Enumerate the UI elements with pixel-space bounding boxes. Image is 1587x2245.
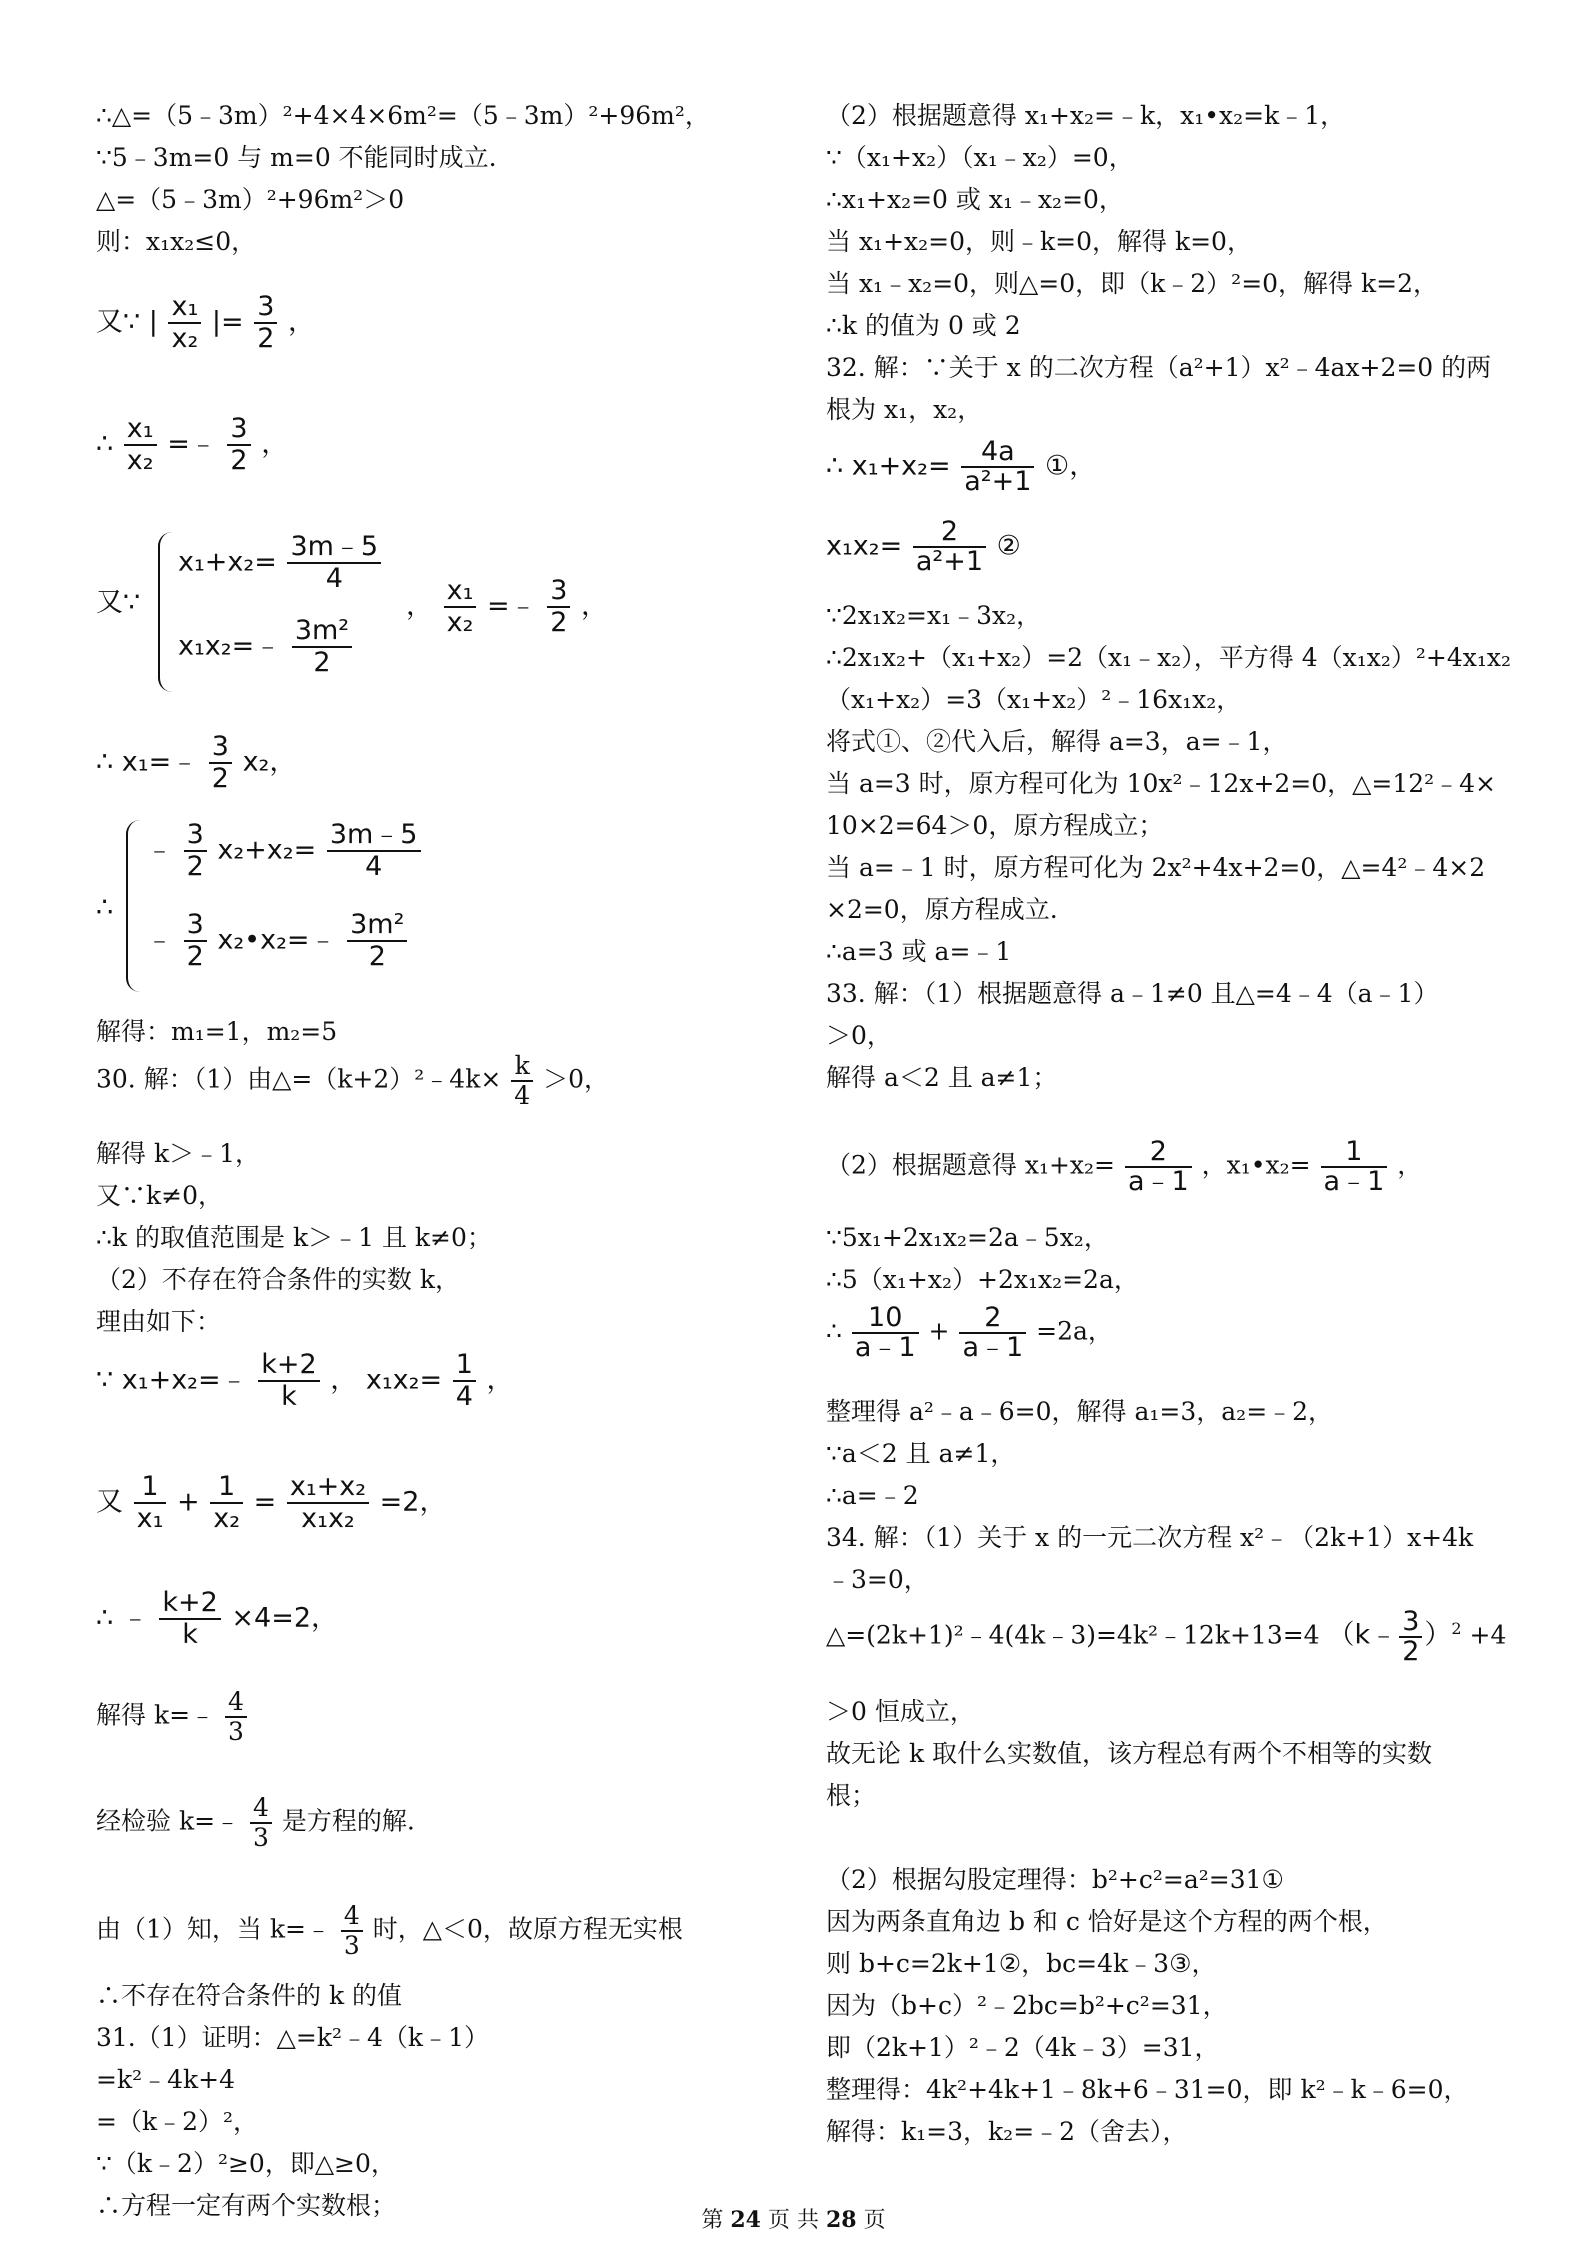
text: （2）根据题意得 x₁+x₂=: [826, 1150, 1115, 1180]
denominator: 3: [250, 1822, 272, 1852]
text: ∴ ﹣: [96, 1602, 149, 1634]
text: =: [253, 1486, 277, 1518]
text-line: 当 a=﹣1 时，原方程可化为 2x²+4x+2=0，△=4²﹣4×2: [826, 853, 1486, 882]
text: ﹣: [146, 924, 173, 956]
text: ，: [581, 590, 608, 622]
text: ，: [486, 1364, 514, 1396]
text: x₂•x₂=﹣: [217, 924, 337, 956]
fraction: [287, 1472, 369, 1534]
text-line: （2）根据勾股定理得：b²+c²=a²=31①: [826, 1865, 1284, 1894]
fraction: [168, 292, 201, 354]
math-line: [826, 1138, 1422, 1196]
denominator: 4: [287, 562, 381, 594]
denominator: a﹣1: [1125, 1166, 1192, 1196]
numerator: 3m²: [294, 615, 350, 646]
text-line: ∵a＜2 且 a≠1，: [826, 1439, 1016, 1468]
numerator: 4: [228, 1687, 244, 1716]
text-line: ＞0，: [826, 1021, 892, 1050]
denominator: x₂: [168, 322, 201, 354]
text: x₁x₂=﹣: [178, 630, 282, 662]
fraction: [134, 1472, 167, 1534]
denominator: 3: [341, 1930, 363, 1960]
text-line: ﹣3=0，: [826, 1565, 929, 1594]
math-line: [96, 1350, 513, 1412]
denominator: x₂: [124, 444, 157, 476]
denominator: k: [159, 1618, 220, 1650]
fraction: [225, 1688, 247, 1746]
text: ∴: [96, 428, 114, 460]
denominator: x₂: [444, 606, 477, 638]
text-line: ∴k 的值为 0 或 2: [826, 311, 1021, 340]
text: 解得 k=﹣: [96, 1700, 216, 1730]
text-line: （x₁+x₂）=3（x₁+x₂）²﹣16x₁x₂，: [826, 685, 1242, 714]
text: =2a，: [1036, 1316, 1113, 1346]
brace-icon: [158, 532, 172, 692]
numerator: x₁: [171, 291, 199, 322]
text-line: 又∵k≠0，: [96, 1181, 224, 1210]
text-line: 故无论 k 取什么实数值，该方程总有两个不相等的实数: [826, 1739, 1433, 1768]
numerator: 3: [186, 819, 204, 850]
denominator: 2: [184, 940, 207, 972]
fraction: [184, 820, 207, 882]
denominator: 4: [327, 850, 421, 882]
numerator: k+2: [162, 1587, 218, 1618]
fraction: [327, 820, 421, 882]
text-line: 整理得：4k²+4k+1﹣8k+6﹣31=0，即 k²﹣k﹣6=0，: [826, 2075, 1469, 2104]
numerator: 10: [868, 1302, 903, 1333]
exponent: 2: [1451, 1619, 1462, 1639]
text-line: 将式①、②代入后，解得 a=3，a=﹣1，: [826, 727, 1288, 756]
text-line: 因为两条直角边 b 和 c 恰好是这个方程的两个根，: [826, 1907, 1388, 1936]
abs-bar: |=: [211, 306, 244, 338]
math-line: [826, 518, 1021, 576]
text: +4: [1469, 1620, 1507, 1650]
text-line: 根；: [826, 1781, 877, 1810]
denominator: 2: [547, 606, 570, 638]
denominator: x₁: [134, 1502, 167, 1534]
footer-text: 第: [701, 2208, 724, 2233]
numerator: 3: [550, 575, 568, 606]
fraction: [341, 1902, 363, 1960]
text-line: （2）根据题意得 x₁+x₂=﹣k，x₁•x₂=k﹣1，: [826, 101, 1346, 130]
denominator: a﹣1: [1321, 1166, 1388, 1196]
numerator: 3m²: [350, 909, 405, 940]
fraction: [254, 292, 277, 354]
text: 是方程的解.: [281, 1806, 415, 1836]
text-line: 32. 解：∵关于 x 的二次方程（a²+1）x²﹣4ax+2=0 的两: [826, 353, 1492, 382]
text-line: ∴k 的取值范围是 k＞﹣1 且 k≠0；: [96, 1223, 492, 1252]
numerator: 3: [186, 909, 204, 940]
denominator: x₂: [210, 1502, 243, 1534]
fraction: [124, 414, 157, 476]
math-line: [96, 732, 296, 794]
numerator: 3: [230, 413, 248, 444]
denominator: a﹣1: [852, 1332, 919, 1362]
text-line: ∴2x₁x₂+（x₁+x₂）=2（x₁﹣x₂），平方得 4（x₁x₂）²+4x₁x₂: [826, 643, 1511, 672]
fraction: [913, 518, 986, 576]
text: ﹣: [146, 834, 173, 866]
text: ∴: [96, 892, 114, 923]
text: ②: [996, 530, 1021, 562]
text-line: 当 x₁﹣x₂=0，则△=0，即（k﹣2）²=0，解得 k=2，: [826, 269, 1439, 298]
page-total: 28: [826, 2207, 857, 2233]
numerator: 3m﹣5: [290, 531, 379, 562]
math-line: [96, 1052, 609, 1110]
text-line: ∴5（x₁+x₂）+2x₁x₂=2a，: [826, 1265, 1139, 1294]
text-line: 31.（1）证明：△=k²﹣4（k﹣1）: [96, 2023, 489, 2052]
system-row: [406, 576, 608, 638]
numerator: x₁: [126, 413, 154, 444]
text: ，: [288, 306, 315, 338]
numerator: 3: [257, 291, 275, 322]
system-row: [178, 616, 354, 678]
text: x₁x₂=: [365, 1364, 443, 1396]
text: ＞0，: [543, 1064, 610, 1094]
denominator: 2: [254, 322, 277, 354]
equation-system: [96, 820, 696, 1000]
fraction: [1399, 1608, 1422, 1666]
denominator: 3: [225, 1716, 247, 1746]
brace-icon: [126, 820, 140, 992]
text: （k﹣: [1327, 1619, 1398, 1651]
system-row: [178, 532, 383, 594]
text: 30. 解：（1）由△=（k+2）²﹣4k×: [96, 1064, 502, 1094]
text-line: ∴a=﹣2: [826, 1481, 919, 1510]
fraction: [547, 576, 570, 638]
numerator: 3m﹣5: [329, 819, 418, 850]
numerator: 2: [940, 516, 958, 547]
fraction: [961, 438, 1034, 496]
text-line: 则：x₁x₂≤0，: [96, 227, 257, 256]
text-line: 即（2k+1）²﹣2（4k﹣3）=31，: [826, 2033, 1220, 2062]
text: =﹣: [167, 428, 217, 460]
text-line: 当 x₁+x₂=0，则﹣k=0，解得 k=0，: [826, 227, 1252, 256]
fraction: [1321, 1138, 1388, 1196]
fraction: [250, 1794, 272, 1852]
fraction: [444, 576, 477, 638]
text-line: ∴不存在符合条件的 k 的值: [96, 1981, 403, 2010]
fraction: [347, 910, 407, 972]
text: ，: [261, 428, 289, 460]
text-line: =k²﹣4k+4: [96, 2065, 236, 2094]
denominator: 2: [1399, 1636, 1422, 1666]
denominator: 2: [209, 762, 232, 794]
text-line: 理由如下：: [96, 1307, 222, 1336]
denominator: a²+1: [913, 546, 986, 576]
footer-text: 页: [863, 2208, 886, 2233]
denominator: 4: [453, 1380, 476, 1412]
text-line: ∵（k﹣2）²≥0，即△≥0，: [96, 2149, 396, 2178]
text: 时，△＜0，故原方程无实根: [372, 1914, 683, 1944]
denominator: 2: [184, 850, 207, 882]
text-line: 根为 x₁，x₂，: [826, 395, 983, 424]
page-number: 24: [730, 2207, 761, 2233]
text: ∴ x₁+x₂=: [826, 450, 951, 482]
numerator: x₁: [446, 575, 474, 606]
text: ，: [269, 746, 297, 778]
fraction: [209, 732, 232, 794]
text: ，: [406, 590, 433, 622]
numerator: k+2: [261, 1349, 317, 1380]
text: △=(2k+1)²﹣4(4k﹣3)=4k²﹣12k+13=4: [826, 1620, 1320, 1650]
footer-text: 页 共: [768, 2208, 819, 2233]
text: ∴: [826, 1316, 842, 1346]
text-line: =（k﹣2）²，: [96, 2107, 259, 2136]
text-line: ∴a=3 或 a=﹣1: [826, 937, 1012, 966]
text: ，: [330, 1364, 358, 1396]
numerator: k: [514, 1051, 530, 1080]
text: 由（1）知，当 k=﹣: [96, 1914, 331, 1944]
text: 又: [96, 1486, 123, 1518]
denominator: k: [258, 1380, 319, 1412]
page-footer: [0, 2203, 1587, 2234]
numerator: 2: [984, 1302, 1002, 1333]
text-line: ∵（x₁+x₂）（x₁﹣x₂）=0，: [826, 143, 1134, 172]
math-line: [826, 1304, 1113, 1362]
text: ①，: [1044, 450, 1097, 482]
equation-system: [96, 532, 696, 702]
text: 又∵: [96, 306, 141, 338]
text: ×4=2，: [231, 1602, 338, 1634]
math-line: [96, 292, 315, 354]
numerator: x₁+x₂: [289, 1471, 367, 1502]
denominator: 2: [347, 940, 407, 972]
text-line: 当 a=3 时，原方程可化为 10x²﹣12x+2=0，△=12²﹣4×: [826, 769, 1497, 798]
fraction: [1125, 1138, 1192, 1196]
system-row: [146, 910, 409, 972]
text: ，x₁•x₂=: [1201, 1150, 1311, 1180]
math-line: [96, 1588, 338, 1650]
text: ∴ x₁=﹣: [96, 746, 199, 778]
numerator: 4: [343, 1901, 360, 1930]
math-line: [96, 1794, 415, 1852]
fraction: [511, 1052, 533, 1110]
text: x₂+x₂=: [217, 834, 317, 866]
text-line: ∴方程一定有两个实数根；: [96, 2191, 397, 2220]
fraction: [292, 616, 352, 678]
text-line: 因为（b+c）²﹣2bc=b²+c²=31，: [826, 1991, 1228, 2020]
fraction: [852, 1304, 919, 1362]
denominator: a﹣1: [959, 1332, 1026, 1362]
numerator: 4a: [980, 436, 1015, 467]
fraction: [184, 910, 207, 972]
text-line: ∵5﹣3m=0 与 m=0 不能同时成立.: [96, 143, 497, 172]
text-line: 34. 解：（1）关于 x 的一元二次方程 x²﹣（2k+1）x+4k: [826, 1523, 1474, 1552]
math-line: [96, 414, 288, 476]
numerator: 4: [253, 1793, 269, 1822]
text-line: ＞0 恒成立，: [826, 1697, 975, 1726]
math-line: [826, 1608, 1506, 1666]
numerator: 3: [1402, 1606, 1420, 1637]
math-line: [96, 1902, 683, 1960]
text: x₁x₂=: [826, 530, 903, 562]
text-line: 10×2=64＞0，原方程成立；: [826, 811, 1164, 840]
numerator: 3: [211, 731, 229, 762]
text: x₂: [242, 746, 270, 778]
text-line: ×2=0，原方程成立.: [826, 895, 1058, 924]
denominator: 4: [511, 1080, 533, 1110]
text: +: [177, 1486, 200, 1518]
text-line: （2）不存在符合条件的实数 k，: [96, 1265, 461, 1294]
text: x₁+x₂=: [178, 546, 277, 578]
text-line: 33. 解：（1）根据题意得 a﹣1≠0 且△=4﹣4（a﹣1）: [826, 979, 1439, 1008]
denominator: 2: [292, 646, 352, 678]
fraction: [959, 1304, 1026, 1362]
text-line: ∵5x₁+2x₁x₂=2a﹣5x₂，: [826, 1223, 1109, 1252]
numerator: 1: [218, 1471, 236, 1502]
text-line: 整理得 a²﹣a﹣6=0，解得 a₁=3，a₂=﹣2，: [826, 1397, 1334, 1426]
text-line: 则 b+c=2k+1②，bc=4k﹣3③，: [826, 1949, 1217, 1978]
fraction: [159, 1588, 220, 1650]
abs-bar: |: [148, 306, 158, 338]
text-line: ∵2x₁x₂=x₁﹣3x₂，: [826, 601, 1042, 630]
denominator: 2: [227, 444, 250, 476]
fraction: [227, 414, 250, 476]
text: ∵: [96, 1364, 114, 1396]
text-line: 解得 a＜2 且 a≠1；: [826, 1063, 1058, 1092]
text-line: 解得：k₁=3，k₂=﹣2（舍去），: [826, 2117, 1188, 2146]
text: 经检验 k=﹣: [96, 1806, 241, 1836]
fraction: [453, 1350, 476, 1412]
text-line: △=（5﹣3m）²+96m²＞0: [96, 185, 405, 214]
text: +: [928, 1316, 950, 1346]
text: ）: [1424, 1619, 1452, 1651]
numerator: 1: [1345, 1136, 1363, 1167]
denominator: a²+1: [961, 466, 1034, 496]
text: x₁+x₂=﹣: [121, 1364, 248, 1396]
text-line: 解得 k＞﹣1，: [96, 1139, 261, 1168]
math-line: [96, 1472, 446, 1534]
text: =2，: [379, 1486, 447, 1518]
fraction: [258, 1350, 319, 1412]
text-line: ∴x₁+x₂=0 或 x₁﹣x₂=0，: [826, 185, 1124, 214]
text: =﹣: [487, 590, 537, 622]
denominator: x₁x₂: [287, 1502, 369, 1534]
text-line: ∴△=（5﹣3m）²+4×4×6m²=（5﹣3m）²+96m²，: [96, 101, 710, 130]
numerator: 2: [1149, 1136, 1167, 1167]
system-row: [146, 820, 423, 882]
fraction: [210, 1472, 243, 1534]
math-line: [96, 1688, 249, 1746]
numerator: 1: [141, 1471, 159, 1502]
text: ，: [1397, 1150, 1423, 1180]
text: 又∵: [96, 587, 141, 618]
numerator: 1: [455, 1349, 473, 1380]
math-line: [826, 438, 1096, 496]
text-line: 解得：m₁=1，m₂=5: [96, 1017, 338, 1046]
fraction: [287, 532, 381, 594]
